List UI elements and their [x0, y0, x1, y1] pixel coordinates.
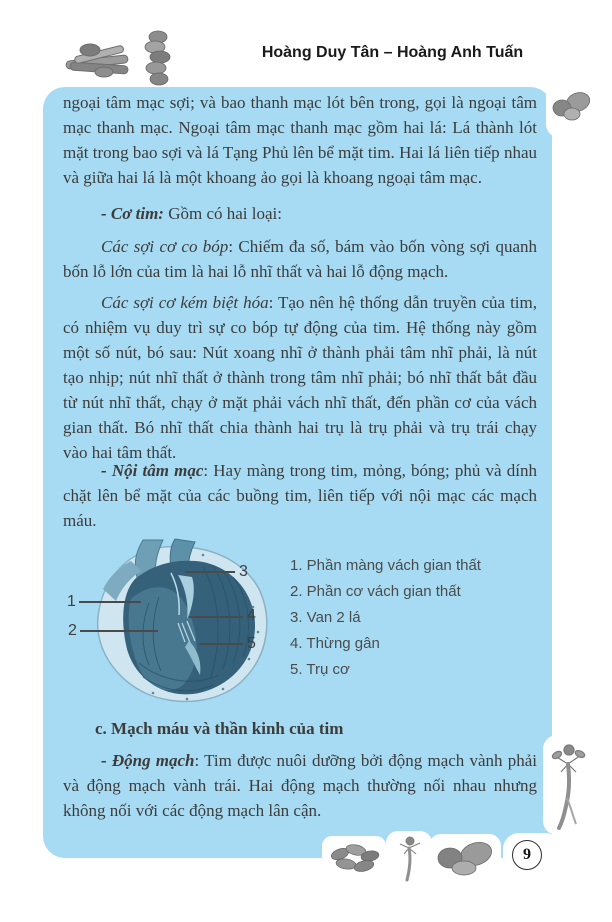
paragraph-pericardium	[63, 90, 537, 190]
paragraph-noi-tam-mac	[63, 458, 537, 533]
ginseng-sprout-image	[394, 836, 426, 882]
callout-number-3: 3	[239, 563, 248, 580]
dried-root-stack-image	[141, 30, 175, 88]
paragraph-text: : Tạo nên hệ thống dẫn truyền của tim, có nhiệm vụ duy trì sự co bóp tự động của tim. Hệ thống này gồm một số nút, bó sau: Nút xoang nhĩ ở thành phải tâm nhĩ phải, là nút tạo nhịp; nút nhĩ thất ở thành trong tâm nhĩ phải; bó nhĩ thất bắt đầu từ nút nhĩ thất, chạy ở mặt phải vách nhĩ thất, đến phần cơ của vách gian thất. Bó nhĩ thất chia thành hai trụ là trụ phải và trụ trái chạy vào hai tâm thất.	[63, 293, 537, 462]
content-panel	[43, 87, 552, 858]
term-co-tim: - Cơ tim:	[101, 204, 164, 223]
dried-fungus-image	[548, 86, 592, 128]
paragraph-text: : Hay màng trong tim, mỏng, bóng; phủ và dính chặt lên bể mặt của các buồng tim, liên tiếp với nội mạc các mạch máu.	[63, 461, 537, 530]
legend-item-2: 2. Phần cơ vách gian thất	[290, 583, 461, 600]
callout-line-4	[189, 616, 243, 618]
page-number: 9	[512, 840, 542, 870]
dried-herbs-image	[326, 840, 384, 876]
diagram-legend	[290, 553, 481, 683]
callout-number-2: 2	[68, 622, 77, 639]
term-dong-mach: - Động mạch	[101, 751, 195, 770]
term-soi-co-kem-biet-hoa: Các sợi cơ kém biệt hóa	[101, 293, 269, 312]
cinnamon-bundle-image	[60, 38, 138, 84]
callout-number-4: 4	[247, 607, 256, 624]
legend-item-4: 4. Thừng gân	[290, 635, 380, 652]
mushroom-image	[432, 838, 496, 880]
term-soi-co-co-bop: Các sợi cơ co bóp	[101, 237, 229, 256]
term-noi-tam-mac: - Nội tâm mạc	[101, 461, 204, 480]
legend-item-3: 3. Van 2 lá	[290, 609, 361, 626]
paragraph-dong-mach	[63, 748, 537, 823]
ginseng-plant-image	[549, 742, 587, 830]
paragraph-text: : Chiếm đa số, bám vào bốn vòng sợi quanh bốn lỗ lớn của tim là hai lỗ nhĩ thất và hai lỗ động mạch.	[63, 237, 537, 281]
legend-item-5: 5. Trụ cơ	[290, 661, 350, 678]
paragraph-text: Gồm có hai loại:	[163, 204, 282, 223]
paragraph-soi-co-kem-biet-hoa	[63, 290, 537, 465]
section-heading-c: c. Mạch máu và thần kinh của tim	[95, 719, 344, 738]
callout-number-5: 5	[247, 635, 256, 652]
paragraph-soi-co-co-bop	[63, 234, 537, 284]
callout-line-5	[199, 643, 243, 645]
callout-line-2	[80, 630, 158, 632]
legend-item-1: 1. Phần màng vách gian thất	[290, 557, 481, 574]
paragraph-co-tim	[63, 201, 537, 226]
callout-line-3	[185, 571, 235, 573]
page-header-authors: Hoàng Duy Tân – Hoàng Anh Tuấn	[261, 44, 524, 61]
callout-line-1	[79, 601, 141, 603]
paragraph-text: ngoại tâm mạc sợi; và bao thanh mạc lót bên trong, gọi là ngoại tâm mạc thanh mạc. Ngoại tâm mạc thanh mạc gồm hai lá: Lá thành lót mặt trong bao sợi và lá Tạng Phủ lên bể mặt tim. Hai lá liên tiếp nhau và giữa hai lá là một khoang ảo gọi là khoang ngoại tâm mạc.	[63, 93, 537, 187]
paragraph-text: : Tim được nuôi dưỡng bởi động mạch vành phải và động mạch vành trái. Hai động mạch thường nối nhau nhưng không nối với các động mạch lân cận.	[63, 751, 537, 820]
heart-diagram	[43, 535, 552, 715]
callout-number-1: 1	[67, 593, 76, 610]
